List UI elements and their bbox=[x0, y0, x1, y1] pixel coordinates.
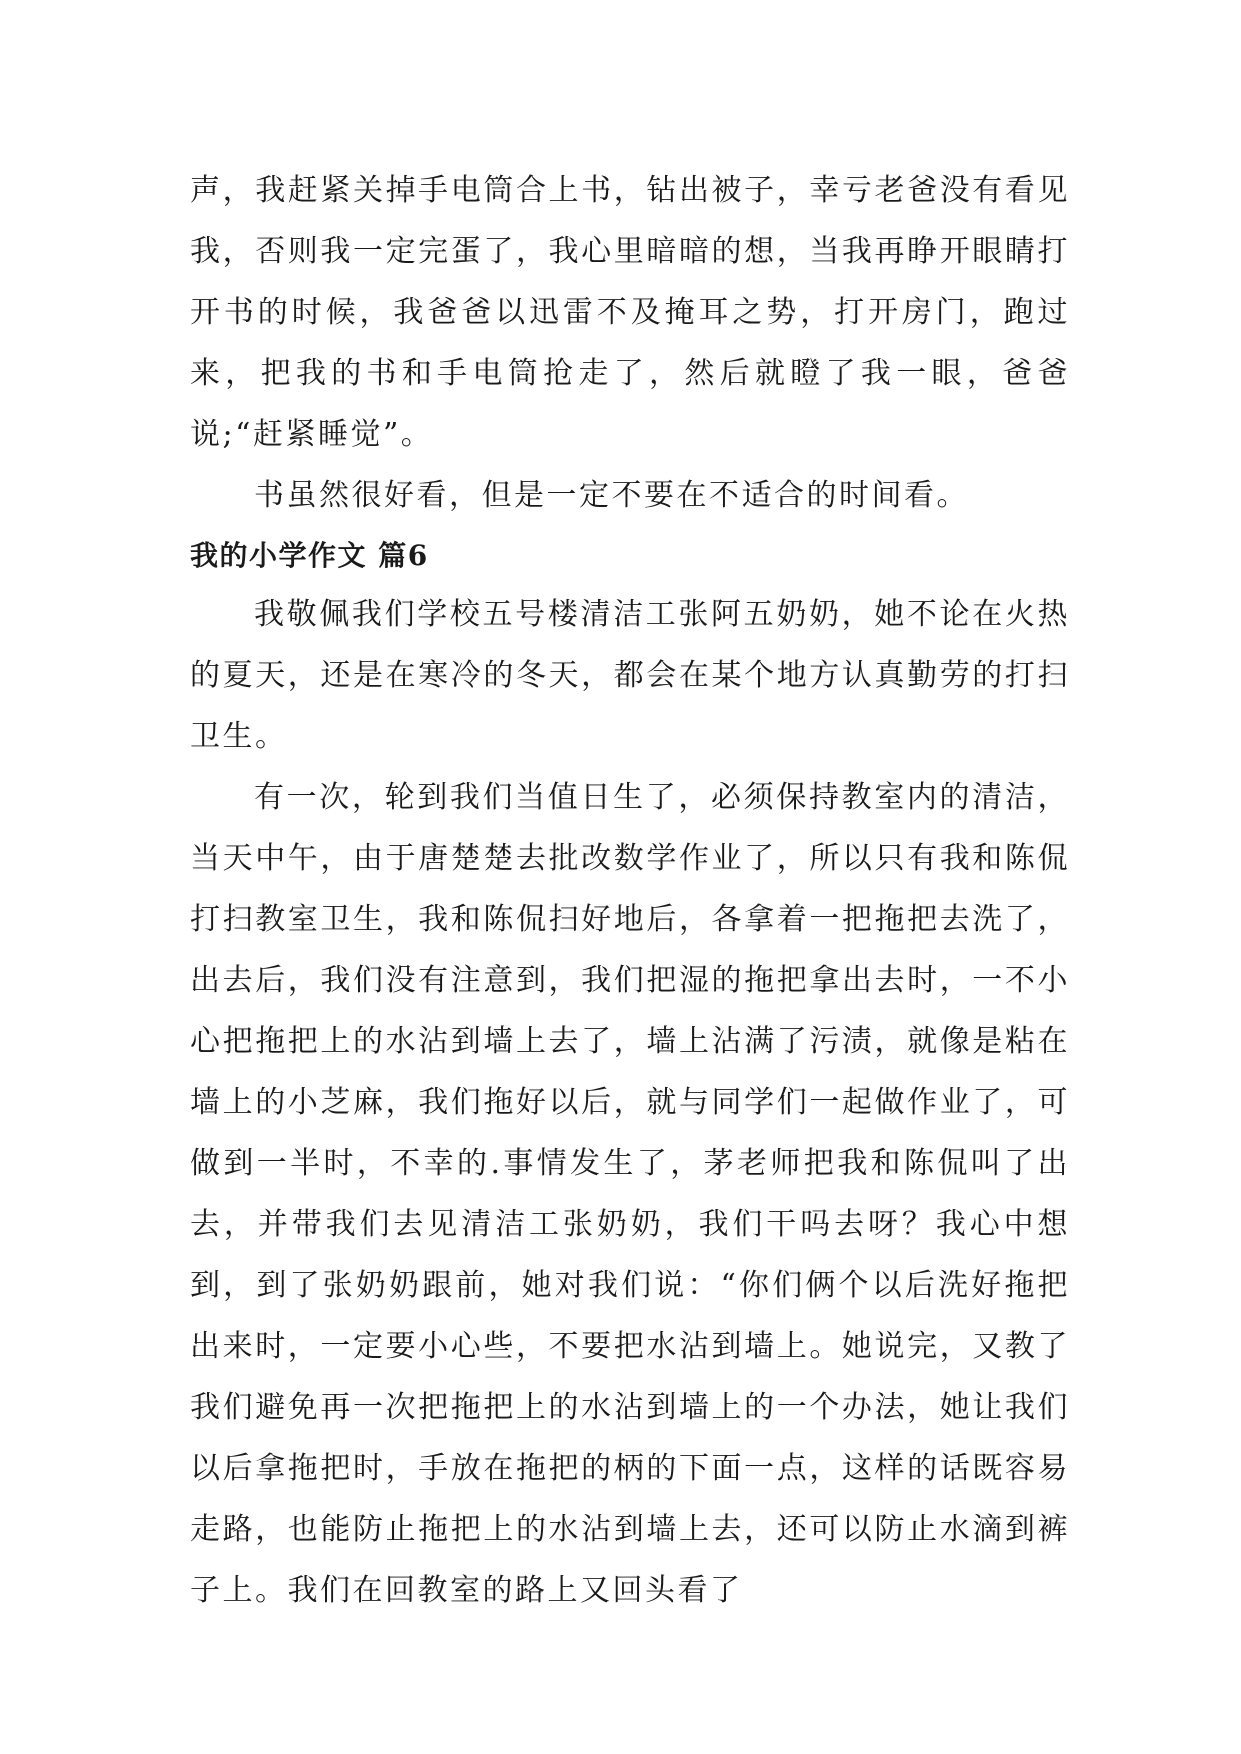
paragraph-2: 有一次，轮到我们当值日生了，必须保持教室内的清洁，当天中午，由于唐楚楚去批改数学作业了，所以只有我和陈侃打扫教室卫生，我和陈侃扫好地后，各拿着一把拖把去洗了，出去后，我们没有注意到，我们把湿的拖把拿出去时，一不小心把拖把上的水沾到墙上去了，墙上沾满了污渍，就像是粘在墙上的小芝麻，我们拖好以后，就与同学们一起做作业了，可做到一半时，不幸的.事情发生了，茅老师把我和陈侃叫了出去，并带我们去见清洁工张奶奶，我们干吗去呀？我心中想到，到了张奶奶跟前，她对我们说：“你们俩个以后洗好拖把出来时，一定要小心些，不要把水沾到墙上。她说完，又教了我们避免再一次把拖把上的水沾到墙上的一个办法，她让我们以后拿拖把时，手放在拖把的柄的下面一点，这样的话既容易走路，也能防止拖把上的水沾到墙上去，还可以防止水滴到裤子上。我们在回教室的路上又回头看了 bbox=[190, 780, 1070, 1608]
section-heading: 我的小学作文 篇6 bbox=[190, 539, 429, 572]
paragraph-conclusion: 书虽然很好看，但是一定不要在不适合的时间看。 bbox=[254, 478, 969, 513]
paragraph-continued: 声，我赶紧关掉手电筒合上书，钻出被子，幸亏老爸没有看见我，否则我一定完蛋了，我心里暗暗的想，当我再睁开眼睛打开书的时候，我爸爸以迅雷不及掩耳之势，打开房门，跑过来，把我的书和手电筒抢走了，然后就瞪了我一眼，爸爸说;“赶紧睡觉”。 bbox=[190, 173, 1070, 452]
paragraph-1: 我敬佩我们学校五号楼清洁工张阿五奶奶，她不论在火热的夏天，还是在寒冷的冬天，都会在某个地方认真勤劳的打扫卫生。 bbox=[190, 597, 1070, 754]
document-page bbox=[190, 160, 1070, 1621]
